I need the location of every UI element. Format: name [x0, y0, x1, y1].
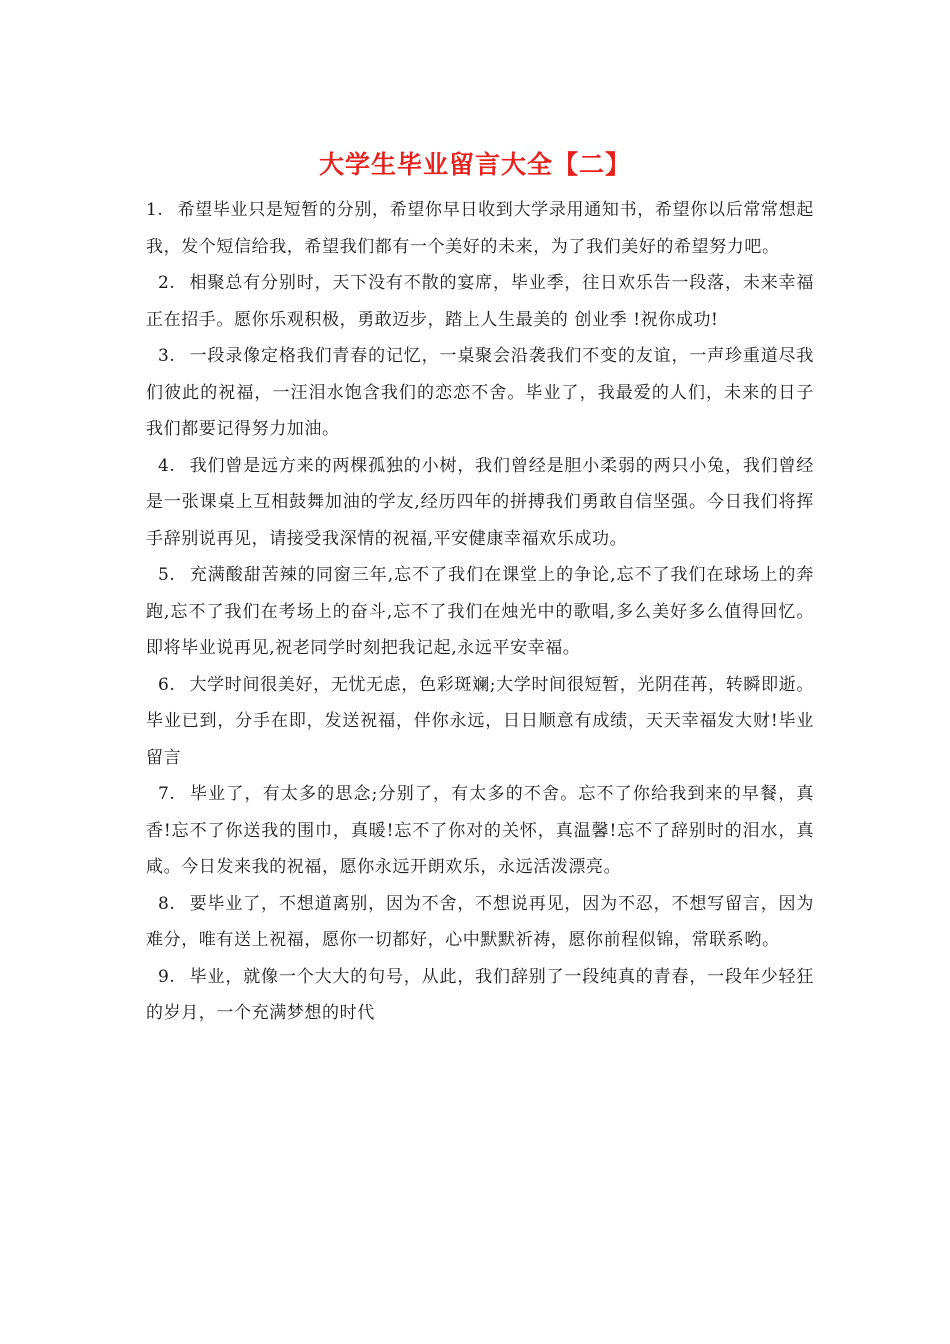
item-text: 毕业了，有太多的思念;分别了，有太多的不舍。忘不了你给我到来的早餐，真香!忘不了你送我的围巾，真暖!忘不了你对的关怀，真温馨!忘不了辞别时的泪水，真咸。今日发来我的祝福，愿你永远开朗欢乐，永远活泼漂亮。 [146, 784, 814, 877]
document-body [146, 192, 814, 1032]
item-text: 大学时间很美好，无忧无虑，色彩斑斓;大学时间很短暂，光阴荏苒，转瞬即逝。毕业已到，分手在即，发送祝福，伴你永远，日日顺意有成绩，天天幸福发大财!毕业留言 [146, 674, 814, 768]
item-number: 5. [158, 565, 176, 585]
item-text: 希望毕业只是短暂的分别，希望你早日收到大学录用通知书，希望你以后常常想起我，发个短信给我，希望我们都有一个美好的未来，为了我们美好的希望努力吧。 [146, 200, 814, 257]
item-text: 要毕业了，不想道离别，因为不舍，不想说再见，因为不忍，不想写留言，因为难分，唯有送上祝福，愿你一切都好，心中默默祈祷，愿你前程似锦，常联系哟。 [146, 893, 814, 950]
item-text: 我们曾是远方来的两棵孤独的小树，我们曾经是胆小柔弱的两只小兔，我们曾经是一张课桌上互相鼓舞加油的学友,经历四年的拼搏我们勇敢自信坚强。今日我们将挥手辞别说再见，请接受我深情的祝福,平安健康幸福欢乐成功。 [146, 455, 814, 549]
list-item-2 [146, 265, 814, 338]
item-number: 7. [158, 784, 176, 804]
list-item-6 [146, 667, 814, 777]
item-number: 4. [158, 455, 176, 476]
list-item-3 [146, 338, 814, 448]
list-item-8 [146, 886, 814, 959]
document-title: 大学生毕业留言大全【二】 [318, 150, 631, 179]
item-text: 充满酸甜苦辣的同窗三年,忘不了我们在课堂上的争论,忘不了我们在球场上的奔跑,忘不了我们在考场上的奋斗,忘不了我们在烛光中的歌唱,多么美好多么值得回忆。即将毕业说再见,祝老同学时刻把我记起,永远平安幸福。 [146, 565, 814, 658]
item-number: 1. [146, 200, 164, 220]
item-text: 毕业，就像一个大大的句号，从此，我们辞别了一段纯真的青春，一段年少轻狂的岁月，一个充满梦想的时代 [146, 966, 814, 1023]
item-number: 6. [158, 674, 176, 695]
list-item-1 [146, 192, 814, 265]
list-item-5 [146, 557, 814, 667]
item-number: 9. [158, 966, 176, 987]
item-text: 相聚总有分别时，天下没有不散的宴席，毕业季，往日欢乐告一段落，未来幸福正在招手。愿你乐观积极，勇敢迈步，踏上人生最美的 创业季 !祝你成功! [146, 273, 814, 330]
item-number: 3. [158, 346, 176, 366]
item-number: 2. [158, 273, 176, 293]
list-item-4 [146, 448, 814, 558]
list-item-9 [146, 959, 814, 1032]
list-item-7 [146, 776, 814, 886]
item-number: 8. [158, 893, 176, 914]
item-text: 一段录像定格我们青春的记忆，一桌聚会沿袭我们不变的友谊，一声珍重道尽我们彼此的祝福，一汪泪水饱含我们的恋恋不舍。毕业了，我最爱的人们，未来的日子我们都要记得努力加油。 [146, 346, 814, 439]
